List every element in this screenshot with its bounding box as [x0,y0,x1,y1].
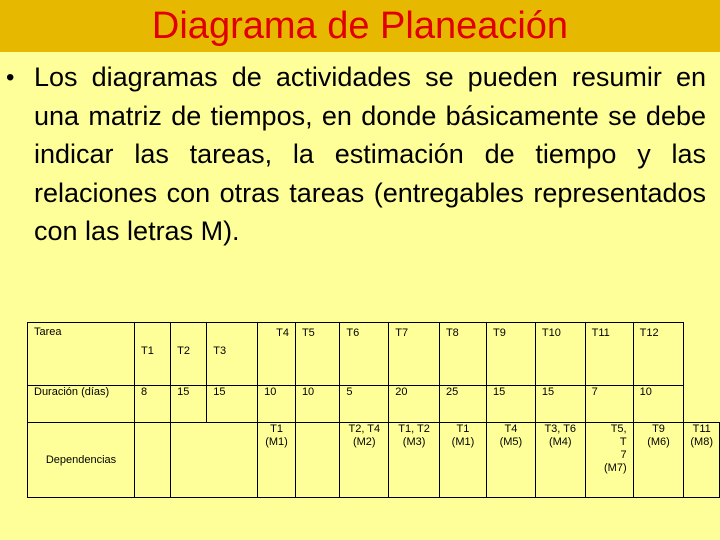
dependency-cell: T4 (M5) [486,423,535,498]
duration-cell: 7 [585,386,633,423]
task-cell: T8 [439,323,486,386]
dependency-cell: T1, T2 (M3) [389,423,440,498]
row-label-duracion: Duración (días) [28,386,135,423]
planning-matrix [27,322,720,498]
row-label-tarea: Tarea [28,323,135,386]
duration-cell: 15 [535,386,585,423]
duration-cell: 5 [340,386,389,423]
task-cell: T6 [340,323,389,386]
task-cell: T1 [135,323,171,386]
duration-cell: 15 [171,386,207,423]
bullet-dot-icon: • [6,64,15,91]
duration-cell: 15 [486,386,535,423]
task-cell: T7 [389,323,440,386]
dependency-cell: T1 (M1) [258,423,296,498]
dependency-cell: T2, T4 (M2) [340,423,389,498]
task-cell: T2 [171,323,207,386]
task-cell: T12 [633,323,684,386]
dependency-cell [171,423,258,498]
dependency-cell: T1 (M1) [439,423,486,498]
duration-cell: 25 [439,386,486,423]
table-row-dependencias [28,423,720,498]
dependency-cell: T9 (M6) [633,423,684,498]
duration-cell: 15 [207,386,258,423]
task-cell: T11 [585,323,633,386]
dependency-cell [295,423,339,498]
dependency-cell: T3, T6 (M4) [535,423,585,498]
dependency-cell: T11 (M8) [684,423,720,498]
duration-cell: 10 [258,386,296,423]
duration-cell: 10 [633,386,684,423]
row-label-dependencias: Dependencias [28,423,135,498]
duration-cell: 8 [135,386,171,423]
task-cell: T4 [258,323,296,386]
table-row-tareas [28,323,720,386]
table-row-duraciones [28,386,720,423]
dependency-cell [135,423,171,498]
bullet-text: Los diagramas de actividades se pueden resumir en una matriz de tiempos, en donde básicamente se debe indicar las tareas, la estimación de tiempo y las relaciones con otras tareas (entregables representados con las letras M). [34,62,706,246]
duration-cell: 10 [295,386,339,423]
task-cell: T3 [207,323,258,386]
bullet-block [6,58,706,251]
slide-title: Diagrama de Planeación [151,5,569,47]
task-cell: T5 [295,323,339,386]
task-cell: T10 [535,323,585,386]
task-cell: T9 [486,323,535,386]
duration-cell: 20 [389,386,440,423]
dependency-cell: T5, T 7 (M7) [585,423,633,498]
